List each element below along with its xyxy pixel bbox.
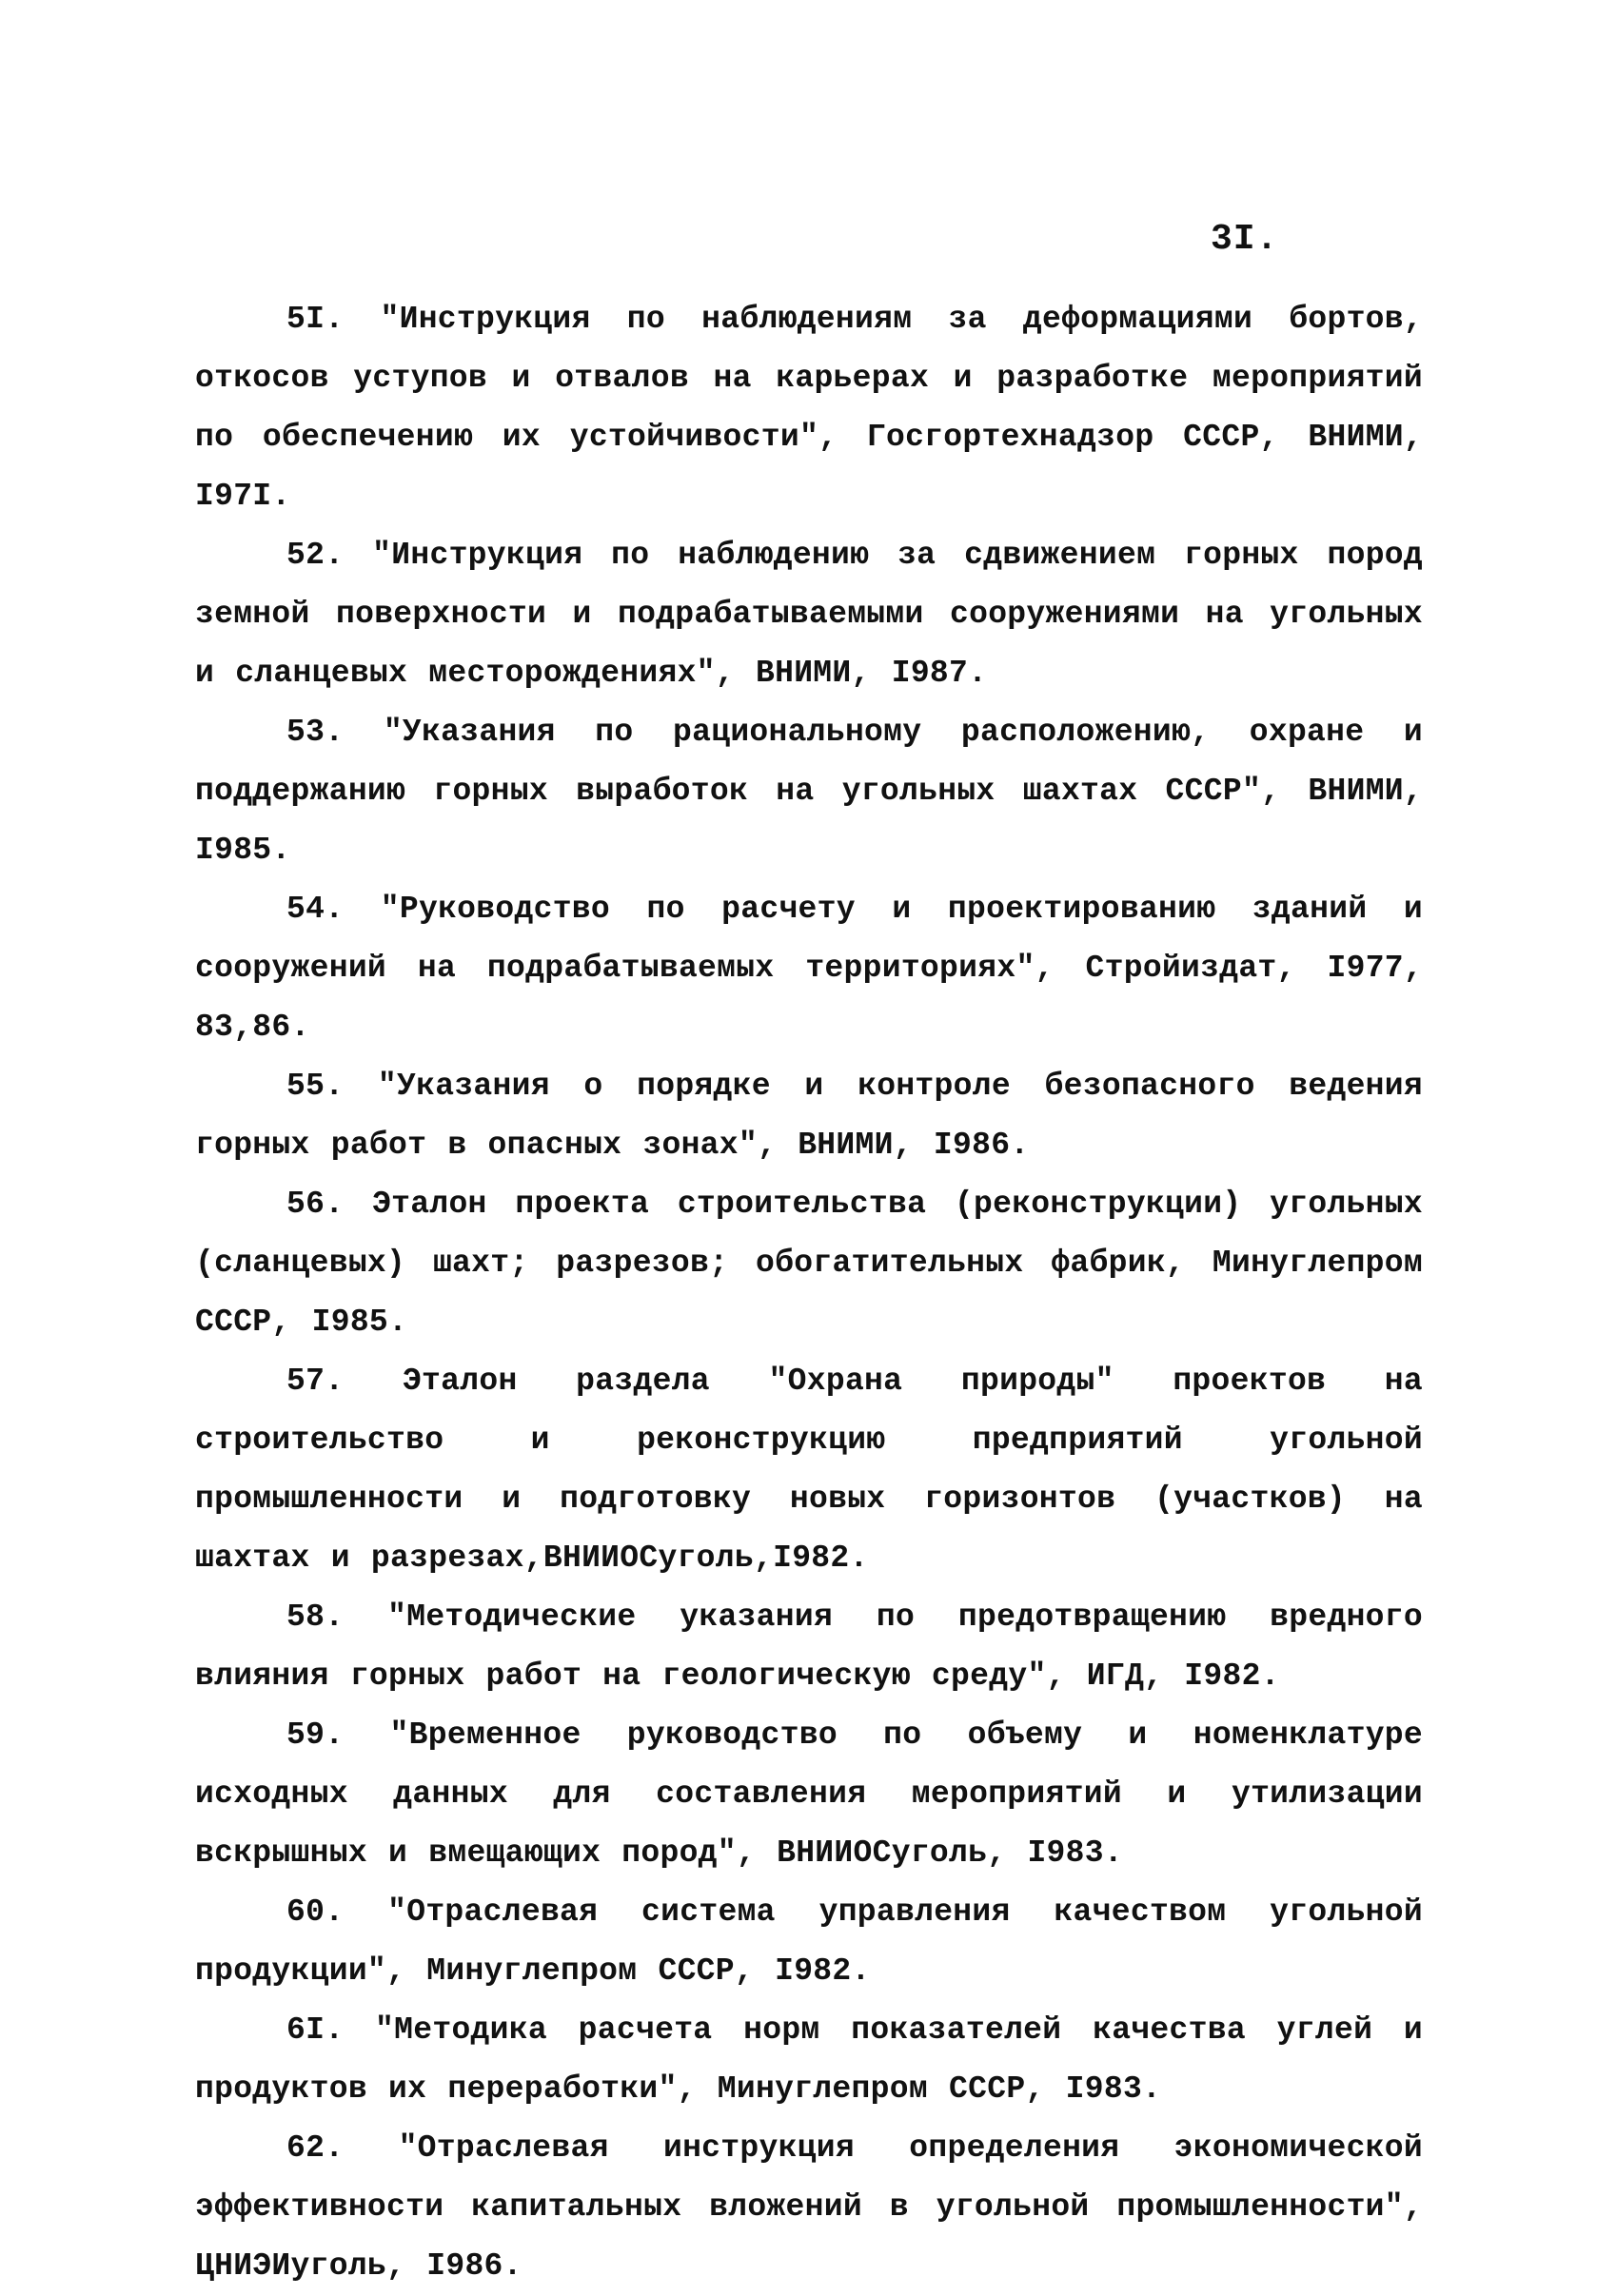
reference-entry-59: 59. "Временное руководство по объему и номенклатуре исходных данных для составления мероприятий и утилизации вскрышных и вмещающих пород", ВНИИОСуголь, I983. xyxy=(195,1717,1423,1871)
reference-entry-55: 55. "Указания о порядке и контроле безопасного ведения горных работ в опасных зонах", ВНИМИ, I986. xyxy=(195,1069,1423,1163)
reference-list xyxy=(195,290,1423,2296)
page-number: 3I. xyxy=(1211,219,1279,260)
reference-entry-51: 5I. "Инструкция по наблюдениям за деформациями бортов, откосов уступов и отвалов на карьерах и разработке мероприятий по обеспечению их устойчивости", Госгортехнадзор СССР, ВНИМИ, I97I. xyxy=(195,302,1423,514)
reference-entry-54: 54. "Руководство по расчету и проектированию зданий и сооружений на подрабатываемых территориях", Стройиздат, I977, 83,86. xyxy=(195,892,1423,1045)
reference-entry-61: 6I. "Методика расчета норм показателей качества углей и продуктов их переработки", Минуглепром СССР, I983. xyxy=(195,2012,1423,2107)
reference-entry-56: 56. Эталон проекта строительства (реконструкции) угольных (сланцевых) шахт; разрезов; обогатительных фабрик, Минуглепром СССР, I985. xyxy=(195,1187,1423,1340)
reference-entry-60: 60. "Отраслевая система управления качеством угольной продукции", Минуглепром СССР, I982. xyxy=(195,1894,1423,1989)
reference-entry-53: 53. "Указания по рациональному расположению, охране и поддержанию горных выработок на угольных шахтах СССР", ВНИМИ, I985. xyxy=(195,715,1423,868)
reference-entry-62: 62. "Отраслевая инструкция определения экономической эффективности капитальных вложений в угольной промышленности", ЦНИЭИуголь, I986. xyxy=(195,2130,1423,2284)
reference-entry-58: 58. "Методические указания по предотвращению вредного влияния горных работ на геологическую среду", ИГД, I982. xyxy=(195,1599,1423,1694)
reference-entry-52: 52. "Инструкция по наблюдению за сдвижением горных пород земной поверхности и подрабатываемыми сооружениями на угольных и сланцевых месторождениях", ВНИМИ, I987. xyxy=(195,538,1423,691)
reference-entry-57: 57. Эталон раздела "Охрана природы" проектов на строительство и реконструкцию предприятий угольной промышленности и подготовку новых горизонтов (участков) на шахтах и разрезах,ВНИИОСуголь,I982. xyxy=(195,1364,1423,1576)
